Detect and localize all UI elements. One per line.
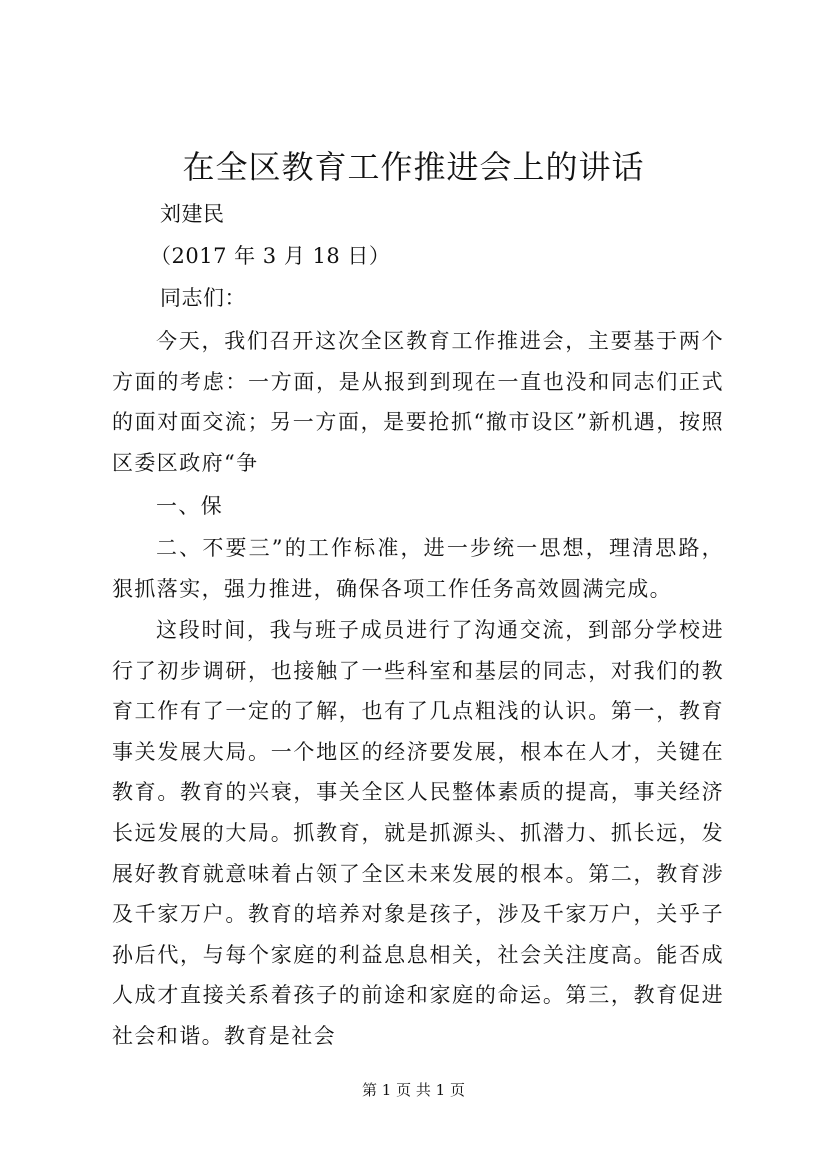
page-number: 第 1 页 共 1 页 <box>362 1081 465 1099</box>
author-name: 刘建民 <box>160 202 225 226</box>
document-title: 在全区教育工作推进会上的讲话 <box>182 148 645 186</box>
paragraph-intro: 今天，我们召开这次全区教育工作推进会，主要基于两个方面的考虑：一方面，是从报到到现在一直也没和同志们正式的面对面交流；另一方面，是要抢抓“撤市设区”新机遇，按照区委区政府“争 <box>112 329 724 475</box>
greeting: 同志们： <box>160 286 246 310</box>
paragraph-fragment-1: 一、保 <box>156 494 224 518</box>
speech-date: （2017 年 3 月 18 日） <box>150 244 391 268</box>
paragraph-body: 这段时间，我与班子成员进行了沟通交流，到部分学校进行了初步调研，也接触了一些科室和基层的同志，对我们的教育工作有了一定的了解，也有了几点粗浅的认识。第一，教育事关发展大局。一个地区的经济要发展，根本在人才，关键在教育。教育的兴衰，事关全区人民整体素质的提高，事关经济长远发展的大局。抓教育，就是抓源头、抓潜力、抓长远，发展好教育就意味着占领了全区未来发展的根本。第二，教育涉及千家万户。教育的培养对象是孩子，涉及千家万户，关乎子孙后代，与每个家庭的利益息息相关，社会关注度高。能否成人成才直接关系着孩子的前途和家庭的命运。第三，教育促进社会和谐。教育是社会 <box>112 618 724 1048</box>
paragraph-fragment-2: 二、不要三”的工作标准，进一步统一思想，理清思路，狠抓落实，强力推进，确保各项工作任务高效圆满完成。 <box>112 536 724 601</box>
